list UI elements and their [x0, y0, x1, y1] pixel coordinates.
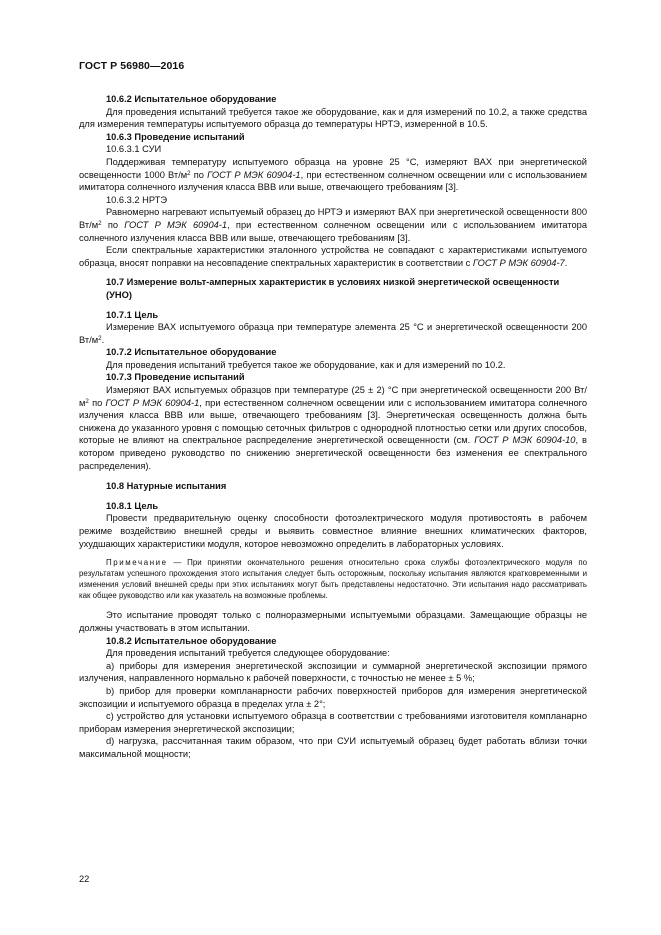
standard-reference: ГОСТ Р МЭК 60904-1 — [105, 397, 200, 408]
subheading-10-6-3-1: 10.6.3.1 СУИ — [106, 144, 162, 155]
list-item: а) приборы для измерения энергетической экспозиции и суммарной энергетической экспозиции прямого излучения, направленного нормально к рабочей поверхности, с точностью не менее ± 5 %; — [79, 660, 587, 684]
standard-reference: ГОСТ Р МЭК 60904-10 — [474, 435, 576, 446]
paragraph-10-8-2-intro: Для проведения испытаний требуется следующее оборудование: — [106, 648, 390, 659]
heading-10-8: 10.8 Натурные испытания — [106, 481, 227, 492]
paragraph-10-6-2: Для проведения испытаний требуется такое же оборудование, как и для измерений по 10.2, а также средства для измерения температуры испытуемого образца до температуры НРТЭ, измеренной в 10.5. — [79, 106, 587, 130]
paragraph-10-7-2: Для проведения испытаний требуется такое же оборудование, как и для измерений по 10.2. — [106, 359, 506, 370]
heading-10-7-1: 10.7.1 Цель — [106, 309, 159, 320]
heading-10-7-3: 10.7.3 Проведение испытаний — [106, 372, 245, 383]
paragraph-10-7-3: Измеряют ВАХ испытуемых образцов при температуре (25 ± 2) °С при энергетической освещенности 200 $Вт/м^2$ по ГОСТ Р МЭК 60904-1, при естественном солнечном освещении или с использованием имитатора солнечного излучения класса ВВВ или выше, отвечающего требованиям [3]. Энергетическая освещенность должна быть снижена до указанного уровня с помощью сеточных фильтров с однородной плотностью сетки или других способов, которые не влияют на спектральное распределение энергетической освещенности (см. ГОСТ Р МЭК 60904-10, в котором приведено руководство по снижению энергетической освещенности без изменения ее спектрального распределения). — [79, 385, 587, 471]
paragraph-10-6-3-1: Поддерживая температуру испытуемого образца на уровне 25 °С, измеряют ВАХ при энергетической освещенности 1000 $Вт/м^2$ по ГОСТ Р МЭК 60904-1, при естественном солнечном освещении или с использованием имитатора солнечного излучения класса ВВВ или выше, отвечающего требованиям [3]. — [79, 156, 587, 193]
heading-10-8-1: 10.8.1 Цель — [106, 500, 159, 511]
paragraph-10-7-1: Измерение ВАХ испытуемого образца при температуре элемента 25 °С и энергетической освещенности 200 $Вт/м^2$. — [79, 322, 587, 345]
list-item: b) прибор для проверки компланарности рабочих поверхностей приборов для измерения энергетической экспозиции и испытуемого образца в пределах угла ± 2°; — [79, 685, 587, 709]
heading-10-6-3: 10.6.3 Проведение испытаний — [106, 131, 245, 142]
standard-reference: ГОСТ Р МЭК 60904-1 — [207, 169, 301, 180]
heading-10-7-2: 10.7.2 Испытательное оборудование — [106, 347, 277, 358]
heading-10-8-2: 10.8.2 Испытательное оборудование — [106, 635, 277, 646]
note: Примечание — При принятии окончательного решения относительно срока службы фотоэлектрического модуля по результатам успешного прохождения этого испытания следует быть осторожным, поскольку испытания являются кратковременными и изменения условий внешней среды при этих испытаниях могут быть представлены недостаточно. Эти испытания надо рассматривать как общее руководство или как указатель на возможные проблемы. — [79, 558, 587, 600]
paragraph-spectral-correction: Если спектральные характеристики эталонного устройства не совпадают с характеристиками испытуемого образца, вносят поправки на несовпадение спектральных характеристик в соответствии с ГОСТ Р МЭК 60904-7. — [79, 245, 587, 268]
paragraph-10-6-3-2: Равномерно нагревают испытуемый образец до НРТЭ и измеряют ВАХ при энергетической освещенности 800 $Вт/м^2$ по ГОСТ Р МЭК 60904-1, при естественном солнечном освещении или с использованием имитатора солнечного излучения класса ВВВ или выше, отвечающего требованиям [3]. — [79, 207, 588, 243]
paragraph-full-size-samples: Это испытание проводят только с полноразмерными испытуемыми образцами. Замещающие образцы не должны участвовать в этом испытании. — [79, 610, 587, 633]
standard-reference: ГОСТ Р МЭК 60904-7 — [472, 257, 565, 268]
document-body — [79, 93, 587, 761]
paragraph-10-8-1: Провести предварительную оценку способности фотоэлектрического модуля противостоять в рабочем режиме воздействию внешней среды и выявить совместное влияние внешних климатических факторов, ухудшающих характеристики модуля, которое невозможно определить в лабораторных условиях. — [79, 513, 587, 549]
list-item: d) нагрузка, рассчитанная таким образом, что при СУИ испытуемый образец будет работать вблизи точки максимальной мощности; — [79, 736, 587, 759]
heading-10-7: 10.7 Измерение вольт-амперных характеристик в условиях низкой энергетической освещенности (УНО) — [106, 277, 560, 300]
list-item: c) устройство для установки испытуемого образца в соответствии с требованиями изготовителя компланарно приборам измерения энергетической экспозиции; — [79, 711, 587, 734]
page-number: 22 — [79, 874, 90, 884]
subheading-10-6-3-2: 10.6.3.2 НРТЭ — [106, 194, 168, 205]
standard-code: ГОСТ Р 56980—2016 — [79, 60, 185, 72]
heading-10-6-2: 10.6.2 Испытательное оборудование — [106, 94, 277, 104]
standard-reference: ГОСТ Р МЭК 60904-1 — [124, 219, 228, 230]
note-label: Примечание — [106, 558, 168, 568]
